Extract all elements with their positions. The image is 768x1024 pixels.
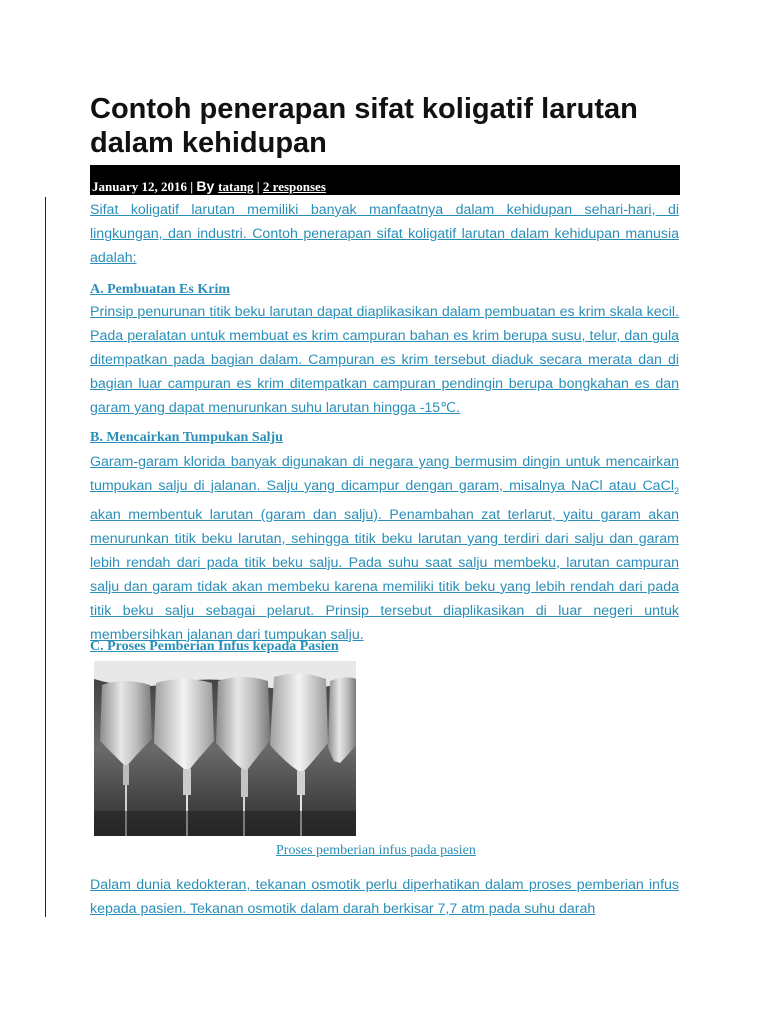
infusion-bags-photo bbox=[94, 661, 356, 836]
article-title: Contoh penerapan sifat koligatif larutan dalam kehidupan bbox=[90, 93, 638, 159]
section-c-heading[interactable]: C. Proses Pemberian Infus kepada Pasien bbox=[90, 639, 339, 654]
photo-caption[interactable]: Proses pemberian infus pada pasien bbox=[276, 843, 476, 858]
author-link[interactable]: tatang bbox=[218, 179, 254, 194]
section-b-body-text: Garam-garam klorida banyak digunakan di negara yang bermusim dingin untuk mencairkan tumpukan salju di jalanan. Salju yang dicampur dengan garam, misalnya NaCl atau CaCl bbox=[90, 454, 679, 494]
meta-separator: | bbox=[253, 179, 263, 194]
section-c-body[interactable]: Dalam dunia kedokteran, tekanan osmotik perlu diperhatikan dalam proses pemberian infus kepada pasien. Tekanan osmotik dalam darah berkisar 7,7 atm pada suhu darah bbox=[90, 877, 679, 917]
section-b-body-text-cont: akan membentuk larutan (garam dan salju). Penambahan zat terlarut, yaitu garam akan menurunkan titik beku larutan, sehingga titik beku larutan yang terdiri dari salju dan garam lebih rendah dari pada titik beku salju. Pada suhu saat salju membeku, larutan campuran salju dan garam tidak akan membeku karena memiliki titik beku yang lebih rendah dari pada titik beku salju sebagai pelarut. Prinsip tersebut diaplikasikan di luar negeri untuk membersihkan jalanan dari tumpukan salju. bbox=[90, 506, 679, 643]
section-a-body[interactable]: Prinsip penurunan titik beku larutan dapat diaplikasikan dalam pembuatan es krim skala kecil. Pada peralatan untuk membuat es krim campuran bahan es krim berupa susu, telur, dan gula ditempatkan pada bagian dalam. Campuran es krim tersebut diaduk secara merata dan di bagian luar campuran es krim ditempatkan campuran pendingin berupa bongkahan es dan garam yang dapat menurunkan suhu larutan hingga -15℃. bbox=[90, 304, 679, 416]
article-meta bbox=[92, 178, 326, 195]
meta-separator: | bbox=[186, 179, 197, 194]
chemical-subscript: 2 bbox=[673, 485, 679, 496]
post-date: January 12, 2016 bbox=[92, 179, 187, 194]
left-margin-rule bbox=[45, 197, 46, 917]
section-b-heading[interactable]: B. Mencairkan Tumpukan Salju bbox=[90, 430, 283, 445]
responses-link[interactable]: 2 responses bbox=[262, 179, 326, 194]
intro-paragraph[interactable]: Sifat koligatif larutan memiliki banyak manfaatnya dalam kehidupan sehari-hari, di lingkungan, dan industri. Contoh penerapan sifat koligatif larutan dalam kehidupan manusia adalah: bbox=[90, 202, 679, 266]
section-a-heading[interactable]: A. Pembuatan Es Krim bbox=[90, 282, 230, 297]
by-label: By bbox=[196, 178, 219, 194]
section-b-body[interactable] bbox=[90, 450, 679, 647]
